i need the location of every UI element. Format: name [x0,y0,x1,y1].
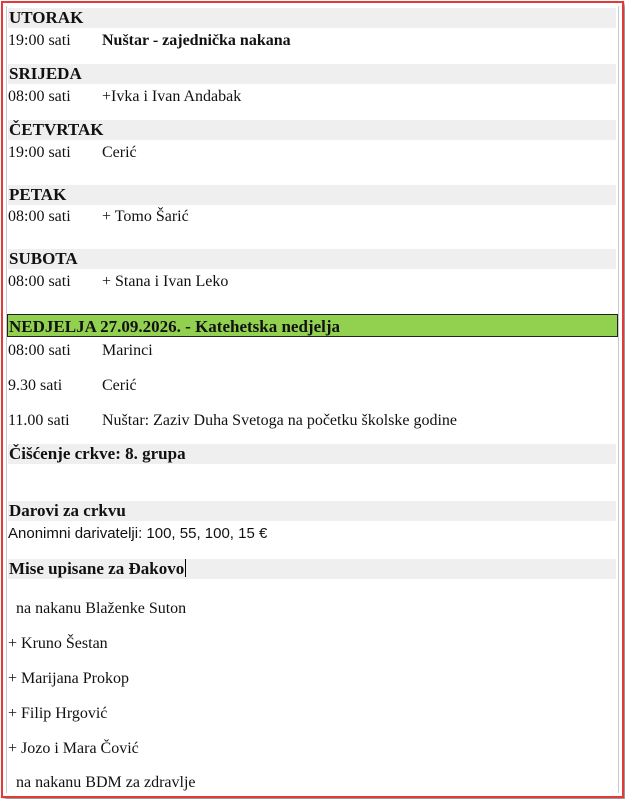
djakovo-header-text: Mise upisane za Đakovo [9,559,185,578]
mass-time: 9.30 sati [8,377,63,394]
mass-intention: +Ivka i Ivan Andabak [102,88,242,105]
donations-text: Anonimni darivatelji: 100, 55, 100, 15 € [8,525,268,542]
mass-time: 19:00 sati [8,32,71,49]
mass-time: 08:00 sati [8,273,71,290]
mass-intention: Marinci [102,342,153,359]
mass-intention: Cerić [102,377,137,394]
list-item: + Marijana Prokop [8,670,129,687]
day-header-subota: SUBOTA [8,249,616,269]
text-cursor [185,559,186,577]
mass-row [8,411,457,431]
mass-row [8,272,228,292]
mass-intention: + Tomo Šarić [102,208,189,225]
cleaning-header: Čišćenje crkve: 8. grupa [8,444,616,464]
mass-row [8,87,241,107]
mass-intention: + Stana i Ivan Leko [102,273,229,290]
mass-intention: Cerić [102,144,137,161]
mass-time: 11.00 sati [8,412,70,429]
list-item: + Kruno Šestan [8,635,108,652]
day-header-srijeda: SRIJEDA [8,64,616,84]
donations-header: Darovi za crkvu [8,501,616,521]
list-item: + Filip Hrgović [8,705,108,722]
mass-intention: Nuštar: Zaziv Duha Svetoga na početku školske godine [102,412,458,429]
day-header-utorak: UTORAK [8,8,616,28]
document-page [1,1,624,798]
mass-row [8,31,291,51]
day-header-petak: PETAK [8,185,616,205]
mass-row [8,207,189,227]
page-border-right [618,6,619,793]
page-border-left [6,6,7,793]
mass-intention: Nuštar - zajednička nakana [102,32,291,49]
mass-row [8,376,137,396]
mass-time: 08:00 sati [8,208,71,225]
djakovo-header [8,559,616,579]
day-header-cetvrtak: ČETVRTAK [8,120,616,140]
mass-row [8,143,137,163]
list-item: na nakanu BDM za zdravlje [8,774,196,791]
list-item: na nakanu Blaženke Suton [8,600,187,617]
list-item: + Jozo i Mara Čović [8,740,139,757]
mass-time: 08:00 sati [8,88,71,105]
mass-time: 08:00 sati [8,342,71,359]
mass-row [8,341,153,361]
sunday-header: NEDJELJA 27.09.2026. - Katehetska nedjelja [7,314,618,337]
mass-time: 19:00 sati [8,144,71,161]
